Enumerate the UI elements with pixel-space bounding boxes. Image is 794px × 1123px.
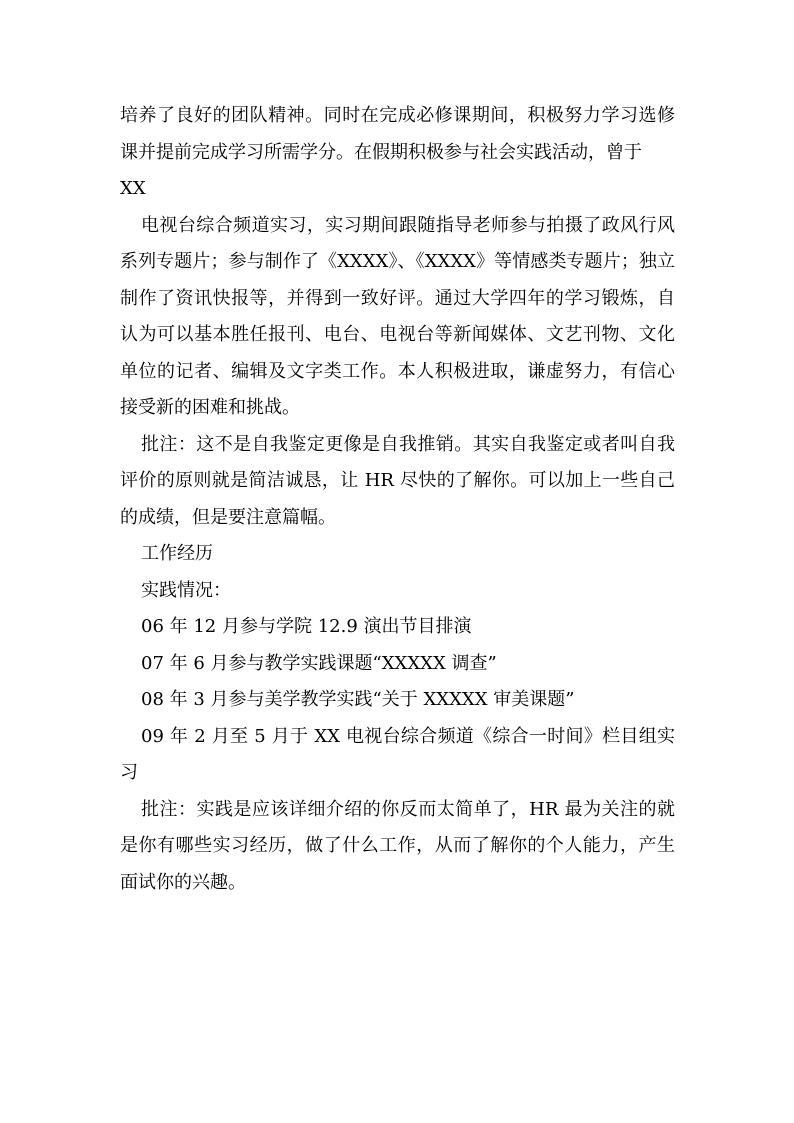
heading-practice: 实践情况：	[141, 579, 231, 601]
heading-work-experience: 工作经历	[141, 543, 213, 564]
practice-item-1: 06 年 12 月参与学院 12.9 演出节目排演	[141, 616, 472, 637]
practice-item-2: 07 年 6 月参与教学实践课题“XXXXX 调查”	[141, 652, 497, 674]
practice-item-4: 09 年 2 月至 5 月于 XX 电视台综合频道《综合一时间》栏目组实习	[120, 725, 675, 783]
comment-practice: 批注：实践是应该详细介绍的你反而太简单了，HR 最为关注的就是你有哪些实习经历，做了什么工作，从而了解你的个人能力，产生面试你的兴趣。	[120, 798, 676, 893]
paragraph-xx-line: XX	[120, 178, 146, 199]
document-body	[120, 98, 675, 901]
paragraph-tv-internship: 电视台综合频道实习，实习期间跟随指导老师参与拍摄了政风行风系列专题片；参与制作了《XXXX》、《XXXX》等情感类专题片；独立制作了资讯快报等，并得到一致好评。通过大学四年的学习锻炼，自认为可以基本胜任报刊、电台、电视台等新闻媒体、文艺刊物、文化单位的记者、编辑及文字类工作。本人积极进取，谦虚努力，有信心接受新的困难和挑战。	[120, 214, 675, 418]
paragraph-team-spirit: 培养了良好的团队精神。同时在完成必修课期间，积极努力学习选修课并提前完成学习所需学分。在假期积极参与社会实践活动，曾于	[120, 105, 675, 163]
practice-item-3: 08 年 3 月参与美学教学实践“关于 XXXXX 审美课题”	[141, 689, 575, 710]
comment-self-evaluation: 批注：这不是自我鉴定更像是自我推销。其实自我鉴定或者叫自我评价的原则就是简洁诚恳，让 HR 尽快的了解你。可以加上一些自己的成绩，但是要注意篇幅。	[120, 433, 675, 528]
